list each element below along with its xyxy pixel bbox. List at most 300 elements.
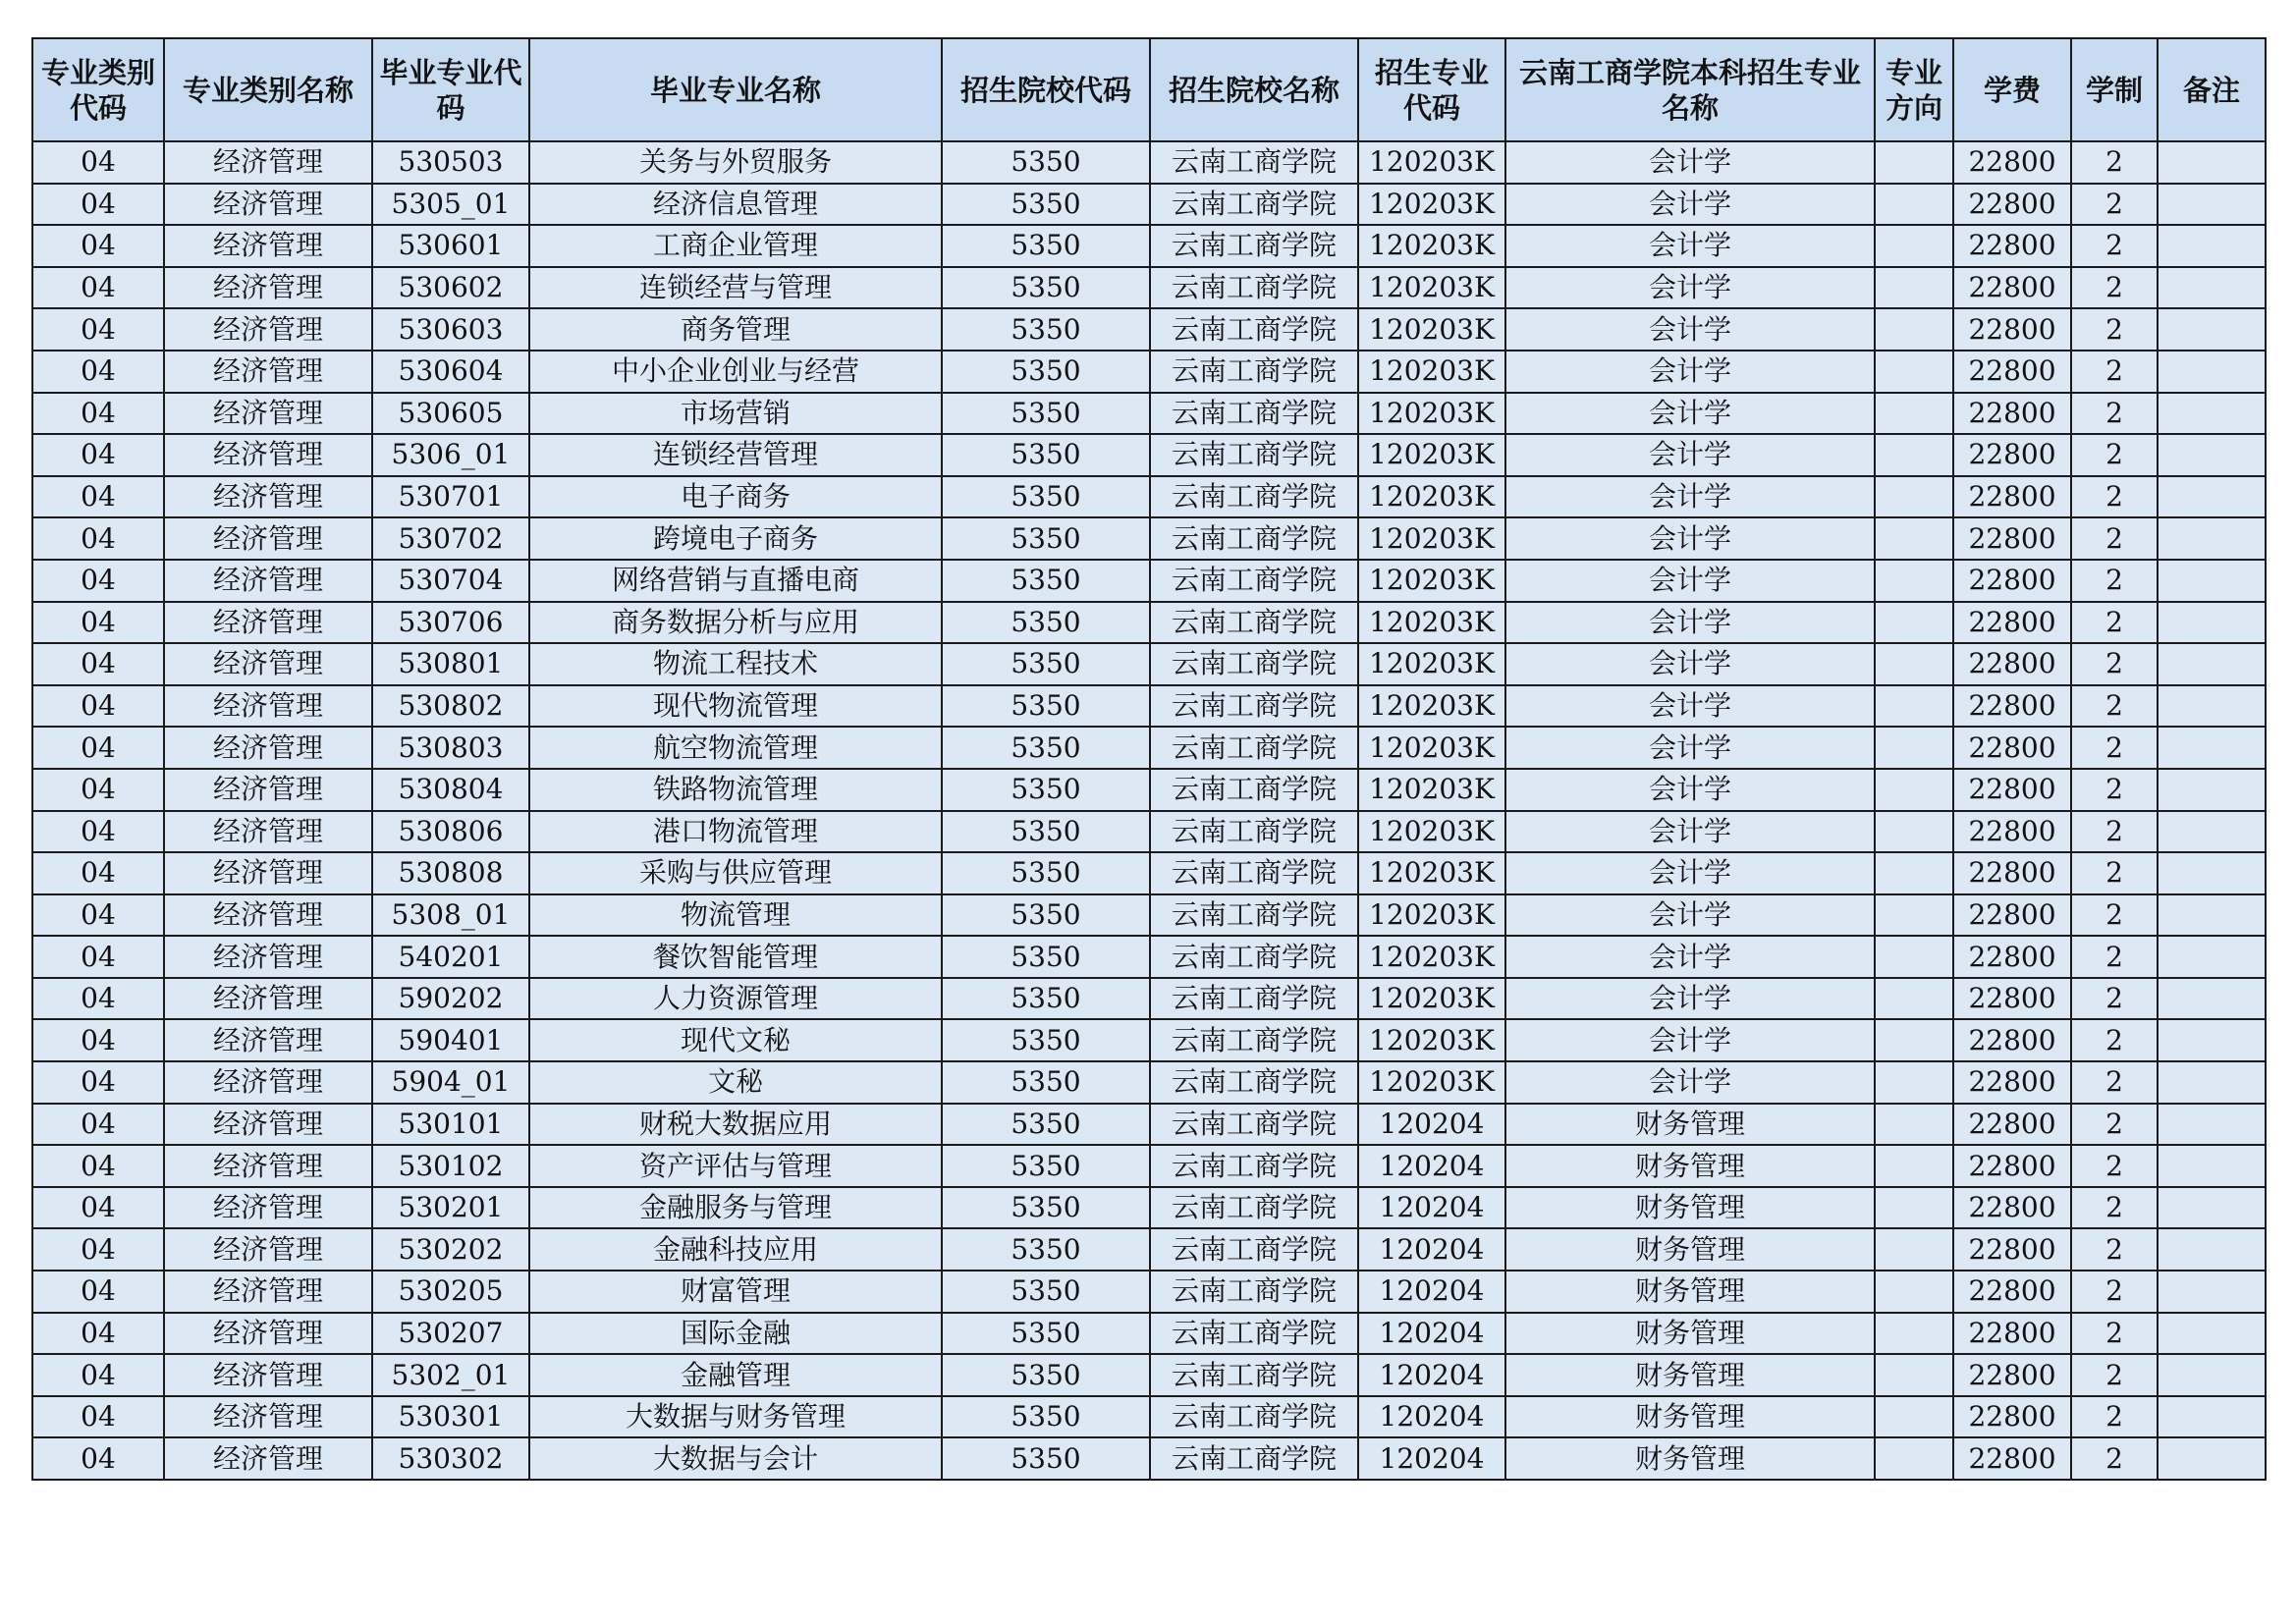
cell-remarks — [2158, 434, 2266, 476]
cell-school-code: 5350 — [942, 308, 1150, 351]
cell-graduate-major-name: 采购与供应管理 — [529, 852, 942, 894]
cell-enroll-major-name: 财务管理 — [1505, 1396, 1875, 1438]
cell-enroll-major-name: 财务管理 — [1505, 1228, 1875, 1271]
cell-tuition: 22800 — [1953, 393, 2071, 435]
cell-major-direction — [1875, 602, 1953, 644]
cell-major-direction — [1875, 769, 1953, 811]
cell-enroll-major-code: 120204 — [1358, 1187, 1505, 1229]
cell-graduate-major-code: 530803 — [372, 727, 529, 769]
cell-tuition: 22800 — [1953, 184, 2071, 226]
cell-duration: 2 — [2071, 811, 2158, 853]
cell-enroll-major-name: 会计学 — [1505, 184, 1875, 226]
cell-school-code: 5350 — [942, 852, 1150, 894]
cell-category-name: 经济管理 — [164, 811, 372, 853]
cell-enroll-major-name: 会计学 — [1505, 141, 1875, 184]
cell-major-direction — [1875, 936, 1953, 978]
cell-graduate-major-name: 国际金融 — [529, 1313, 942, 1355]
cell-enroll-major-name: 会计学 — [1505, 393, 1875, 435]
cell-graduate-major-name: 铁路物流管理 — [529, 769, 942, 811]
cell-graduate-major-code: 540201 — [372, 936, 529, 978]
cell-school-name: 云南工商学院 — [1150, 602, 1358, 644]
cell-graduate-major-code: 530102 — [372, 1145, 529, 1187]
table-row — [32, 1145, 2266, 1187]
cell-graduate-major-code: 530101 — [372, 1104, 529, 1146]
cell-duration: 2 — [2071, 643, 2158, 685]
cell-graduate-major-name: 航空物流管理 — [529, 727, 942, 769]
cell-graduate-major-name: 现代物流管理 — [529, 685, 942, 728]
cell-enroll-major-code: 120204 — [1358, 1271, 1505, 1313]
cell-enroll-major-name: 财务管理 — [1505, 1313, 1875, 1355]
cell-major-direction — [1875, 225, 1953, 267]
header-tuition: 学费 — [1953, 38, 2071, 141]
cell-category-code: 04 — [32, 308, 164, 351]
cell-category-name: 经济管理 — [164, 727, 372, 769]
cell-enroll-major-code: 120204 — [1358, 1228, 1505, 1271]
table-row — [32, 1228, 2266, 1271]
table-row — [32, 978, 2266, 1020]
table-row — [32, 308, 2266, 351]
cell-major-direction — [1875, 685, 1953, 728]
cell-enroll-major-name: 财务管理 — [1505, 1187, 1875, 1229]
cell-school-code: 5350 — [942, 225, 1150, 267]
table-header — [32, 38, 2266, 141]
cell-enroll-major-name: 会计学 — [1505, 351, 1875, 393]
cell-duration: 2 — [2071, 476, 2158, 518]
cell-major-direction — [1875, 894, 1953, 937]
cell-major-direction — [1875, 1228, 1953, 1271]
header-school-name: 招生院校名称 — [1150, 38, 1358, 141]
cell-graduate-major-code: 5904_01 — [372, 1061, 529, 1104]
cell-tuition: 22800 — [1953, 769, 2071, 811]
cell-category-name: 经济管理 — [164, 1019, 372, 1061]
cell-enroll-major-name: 会计学 — [1505, 560, 1875, 602]
cell-tuition: 22800 — [1953, 1187, 2071, 1229]
cell-duration: 2 — [2071, 393, 2158, 435]
cell-graduate-major-code: 5305_01 — [372, 184, 529, 226]
cell-school-code: 5350 — [942, 184, 1150, 226]
cell-category-name: 经济管理 — [164, 978, 372, 1020]
cell-category-name: 经济管理 — [164, 769, 372, 811]
cell-category-name: 经济管理 — [164, 1187, 372, 1229]
cell-remarks — [2158, 1187, 2266, 1229]
cell-school-name: 云南工商学院 — [1150, 643, 1358, 685]
cell-duration: 2 — [2071, 978, 2158, 1020]
cell-school-name: 云南工商学院 — [1150, 393, 1358, 435]
cell-category-name: 经济管理 — [164, 894, 372, 937]
cell-remarks — [2158, 1019, 2266, 1061]
cell-school-code: 5350 — [942, 1187, 1150, 1229]
cell-category-name: 经济管理 — [164, 267, 372, 309]
cell-category-code: 04 — [32, 1437, 164, 1480]
cell-enroll-major-code: 120203K — [1358, 393, 1505, 435]
table-row — [32, 852, 2266, 894]
cell-category-code: 04 — [32, 1228, 164, 1271]
cell-school-name: 云南工商学院 — [1150, 769, 1358, 811]
cell-tuition: 22800 — [1953, 1271, 2071, 1313]
cell-enroll-major-code: 120203K — [1358, 643, 1505, 685]
cell-tuition: 22800 — [1953, 643, 2071, 685]
cell-duration: 2 — [2071, 602, 2158, 644]
cell-enroll-major-code: 120203K — [1358, 769, 1505, 811]
cell-tuition: 22800 — [1953, 1313, 2071, 1355]
cell-tuition: 22800 — [1953, 1228, 2071, 1271]
cell-graduate-major-code: 530301 — [372, 1396, 529, 1438]
cell-category-name: 经济管理 — [164, 308, 372, 351]
cell-remarks — [2158, 936, 2266, 978]
cell-enroll-major-name: 会计学 — [1505, 1061, 1875, 1104]
header-remarks: 备注 — [2158, 38, 2266, 141]
cell-duration: 2 — [2071, 1104, 2158, 1146]
cell-enroll-major-code: 120204 — [1358, 1313, 1505, 1355]
cell-tuition: 22800 — [1953, 141, 2071, 184]
header-enroll-major-name: 云南工商学院本科招生专业名称 — [1505, 38, 1875, 141]
cell-graduate-major-code: 530801 — [372, 643, 529, 685]
cell-enroll-major-code: 120204 — [1358, 1104, 1505, 1146]
cell-remarks — [2158, 1396, 2266, 1438]
cell-enroll-major-code: 120203K — [1358, 727, 1505, 769]
cell-category-name: 经济管理 — [164, 936, 372, 978]
cell-graduate-major-code: 530802 — [372, 685, 529, 728]
cell-enroll-major-code: 120203K — [1358, 476, 1505, 518]
cell-category-name: 经济管理 — [164, 560, 372, 602]
cell-duration: 2 — [2071, 685, 2158, 728]
cell-duration: 2 — [2071, 936, 2158, 978]
cell-school-name: 云南工商学院 — [1150, 1228, 1358, 1271]
cell-category-code: 04 — [32, 1354, 164, 1396]
cell-category-name: 经济管理 — [164, 141, 372, 184]
cell-school-code: 5350 — [942, 141, 1150, 184]
cell-duration: 2 — [2071, 517, 2158, 560]
cell-major-direction — [1875, 517, 1953, 560]
cell-major-direction — [1875, 476, 1953, 518]
cell-graduate-major-name: 工商企业管理 — [529, 225, 942, 267]
cell-category-name: 经济管理 — [164, 1396, 372, 1438]
cell-major-direction — [1875, 1396, 1953, 1438]
cell-enroll-major-name: 会计学 — [1505, 602, 1875, 644]
cell-school-code: 5350 — [942, 560, 1150, 602]
cell-duration: 2 — [2071, 1187, 2158, 1229]
cell-school-code: 5350 — [942, 1437, 1150, 1480]
cell-category-code: 04 — [32, 1104, 164, 1146]
cell-school-code: 5350 — [942, 267, 1150, 309]
cell-duration: 2 — [2071, 560, 2158, 602]
cell-duration: 2 — [2071, 1019, 2158, 1061]
cell-major-direction — [1875, 1313, 1953, 1355]
cell-remarks — [2158, 351, 2266, 393]
cell-category-code: 04 — [32, 1145, 164, 1187]
cell-category-code: 04 — [32, 1061, 164, 1104]
header-category-code: 专业类别代码 — [32, 38, 164, 141]
cell-enroll-major-code: 120204 — [1358, 1354, 1505, 1396]
cell-major-direction — [1875, 1019, 1953, 1061]
cell-duration: 2 — [2071, 1228, 2158, 1271]
cell-major-direction — [1875, 1104, 1953, 1146]
cell-graduate-major-name: 人力资源管理 — [529, 978, 942, 1020]
cell-graduate-major-code: 530503 — [372, 141, 529, 184]
cell-enroll-major-code: 120203K — [1358, 517, 1505, 560]
cell-school-code: 5350 — [942, 769, 1150, 811]
table-row — [32, 685, 2266, 728]
cell-duration: 2 — [2071, 1437, 2158, 1480]
cell-graduate-major-code: 530201 — [372, 1187, 529, 1229]
cell-graduate-major-code: 530603 — [372, 308, 529, 351]
cell-enroll-major-code: 120203K — [1358, 351, 1505, 393]
cell-tuition: 22800 — [1953, 351, 2071, 393]
cell-enroll-major-name: 会计学 — [1505, 476, 1875, 518]
table-row — [32, 643, 2266, 685]
cell-school-name: 云南工商学院 — [1150, 978, 1358, 1020]
cell-school-name: 云南工商学院 — [1150, 517, 1358, 560]
cell-category-name: 经济管理 — [164, 434, 372, 476]
cell-tuition: 22800 — [1953, 685, 2071, 728]
table-row — [32, 476, 2266, 518]
cell-duration: 2 — [2071, 769, 2158, 811]
cell-enroll-major-name: 会计学 — [1505, 727, 1875, 769]
cell-major-direction — [1875, 1061, 1953, 1104]
cell-school-code: 5350 — [942, 1396, 1150, 1438]
cell-remarks — [2158, 517, 2266, 560]
cell-school-code: 5350 — [942, 643, 1150, 685]
cell-category-code: 04 — [32, 936, 164, 978]
cell-graduate-major-name: 物流工程技术 — [529, 643, 942, 685]
cell-category-code: 04 — [32, 643, 164, 685]
cell-school-code: 5350 — [942, 602, 1150, 644]
cell-tuition: 22800 — [1953, 602, 2071, 644]
header-duration: 学制 — [2071, 38, 2158, 141]
cell-school-name: 云南工商学院 — [1150, 351, 1358, 393]
cell-remarks — [2158, 393, 2266, 435]
cell-category-code: 04 — [32, 225, 164, 267]
cell-graduate-major-code: 590202 — [372, 978, 529, 1020]
cell-graduate-major-name: 中小企业创业与经营 — [529, 351, 942, 393]
cell-remarks — [2158, 894, 2266, 937]
cell-school-name: 云南工商学院 — [1150, 308, 1358, 351]
cell-school-name: 云南工商学院 — [1150, 476, 1358, 518]
cell-enroll-major-code: 120203K — [1358, 184, 1505, 226]
table-row — [32, 1061, 2266, 1104]
cell-school-name: 云南工商学院 — [1150, 184, 1358, 226]
cell-graduate-major-name: 现代文秘 — [529, 1019, 942, 1061]
cell-tuition: 22800 — [1953, 1354, 2071, 1396]
table-row — [32, 225, 2266, 267]
cell-category-name: 经济管理 — [164, 1354, 372, 1396]
cell-enroll-major-name: 会计学 — [1505, 225, 1875, 267]
table-row — [32, 141, 2266, 184]
cell-school-code: 5350 — [942, 685, 1150, 728]
cell-school-name: 云南工商学院 — [1150, 1354, 1358, 1396]
cell-tuition: 22800 — [1953, 1145, 2071, 1187]
cell-tuition: 22800 — [1953, 894, 2071, 937]
cell-remarks — [2158, 978, 2266, 1020]
cell-enroll-major-name: 会计学 — [1505, 978, 1875, 1020]
cell-graduate-major-code: 5302_01 — [372, 1354, 529, 1396]
cell-category-name: 经济管理 — [164, 476, 372, 518]
cell-category-name: 经济管理 — [164, 852, 372, 894]
cell-enroll-major-name: 会计学 — [1505, 643, 1875, 685]
cell-category-code: 04 — [32, 1396, 164, 1438]
cell-major-direction — [1875, 978, 1953, 1020]
table-row — [32, 1396, 2266, 1438]
cell-graduate-major-name: 物流管理 — [529, 894, 942, 937]
cell-major-direction — [1875, 141, 1953, 184]
table-row — [32, 1271, 2266, 1313]
cell-tuition: 22800 — [1953, 1437, 2071, 1480]
cell-school-code: 5350 — [942, 1145, 1150, 1187]
cell-duration: 2 — [2071, 1061, 2158, 1104]
cell-graduate-major-code: 530701 — [372, 476, 529, 518]
cell-school-name: 云南工商学院 — [1150, 1019, 1358, 1061]
cell-category-name: 经济管理 — [164, 1437, 372, 1480]
cell-category-code: 04 — [32, 351, 164, 393]
cell-remarks — [2158, 643, 2266, 685]
cell-tuition: 22800 — [1953, 1019, 2071, 1061]
cell-school-name: 云南工商学院 — [1150, 936, 1358, 978]
cell-enroll-major-name: 会计学 — [1505, 517, 1875, 560]
cell-duration: 2 — [2071, 894, 2158, 937]
cell-enroll-major-name: 财务管理 — [1505, 1104, 1875, 1146]
cell-tuition: 22800 — [1953, 978, 2071, 1020]
table-row — [32, 894, 2266, 937]
cell-remarks — [2158, 852, 2266, 894]
cell-tuition: 22800 — [1953, 308, 2071, 351]
cell-category-code: 04 — [32, 184, 164, 226]
table-row — [32, 351, 2266, 393]
cell-enroll-major-code: 120203K — [1358, 602, 1505, 644]
cell-duration: 2 — [2071, 852, 2158, 894]
cell-enroll-major-name: 会计学 — [1505, 434, 1875, 476]
cell-tuition: 22800 — [1953, 476, 2071, 518]
cell-enroll-major-code: 120203K — [1358, 434, 1505, 476]
cell-enroll-major-code: 120203K — [1358, 267, 1505, 309]
cell-school-name: 云南工商学院 — [1150, 1061, 1358, 1104]
cell-remarks — [2158, 1354, 2266, 1396]
cell-school-name: 云南工商学院 — [1150, 1104, 1358, 1146]
cell-school-code: 5350 — [942, 393, 1150, 435]
cell-school-code: 5350 — [942, 1019, 1150, 1061]
cell-enroll-major-code: 120204 — [1358, 1437, 1505, 1480]
cell-graduate-major-name: 金融服务与管理 — [529, 1187, 942, 1229]
cell-category-name: 经济管理 — [164, 1104, 372, 1146]
header-graduate-major-name: 毕业专业名称 — [529, 38, 942, 141]
table-row — [32, 560, 2266, 602]
cell-graduate-major-name: 关务与外贸服务 — [529, 141, 942, 184]
cell-school-name: 云南工商学院 — [1150, 727, 1358, 769]
cell-major-direction — [1875, 267, 1953, 309]
cell-school-name: 云南工商学院 — [1150, 811, 1358, 853]
cell-school-name: 云南工商学院 — [1150, 1271, 1358, 1313]
table-row — [32, 811, 2266, 853]
cell-tuition: 22800 — [1953, 727, 2071, 769]
cell-major-direction — [1875, 184, 1953, 226]
cell-tuition: 22800 — [1953, 811, 2071, 853]
cell-category-name: 经济管理 — [164, 393, 372, 435]
cell-graduate-major-code: 530205 — [372, 1271, 529, 1313]
cell-remarks — [2158, 1313, 2266, 1355]
header-graduate-major-code: 毕业专业代码 — [372, 38, 529, 141]
table-row — [32, 434, 2266, 476]
cell-duration: 2 — [2071, 225, 2158, 267]
cell-enroll-major-code: 120204 — [1358, 1145, 1505, 1187]
header-major-direction: 专业方向 — [1875, 38, 1953, 141]
cell-school-name: 云南工商学院 — [1150, 141, 1358, 184]
cell-enroll-major-name: 会计学 — [1505, 308, 1875, 351]
cell-category-name: 经济管理 — [164, 225, 372, 267]
cell-category-code: 04 — [32, 560, 164, 602]
cell-graduate-major-name: 餐饮智能管理 — [529, 936, 942, 978]
cell-tuition: 22800 — [1953, 936, 2071, 978]
cell-graduate-major-name: 大数据与会计 — [529, 1437, 942, 1480]
table-row — [32, 1019, 2266, 1061]
cell-remarks — [2158, 560, 2266, 602]
cell-graduate-major-name: 经济信息管理 — [529, 184, 942, 226]
cell-school-code: 5350 — [942, 978, 1150, 1020]
cell-enroll-major-code: 120203K — [1358, 978, 1505, 1020]
cell-graduate-major-code: 530806 — [372, 811, 529, 853]
cell-major-direction — [1875, 1354, 1953, 1396]
cell-category-code: 04 — [32, 517, 164, 560]
cell-remarks — [2158, 308, 2266, 351]
cell-remarks — [2158, 1228, 2266, 1271]
cell-tuition: 22800 — [1953, 225, 2071, 267]
cell-school-code: 5350 — [942, 434, 1150, 476]
cell-major-direction — [1875, 811, 1953, 853]
cell-school-code: 5350 — [942, 1354, 1150, 1396]
cell-duration: 2 — [2071, 1313, 2158, 1355]
cell-remarks — [2158, 141, 2266, 184]
cell-enroll-major-name: 财务管理 — [1505, 1271, 1875, 1313]
cell-enroll-major-code: 120203K — [1358, 225, 1505, 267]
cell-graduate-major-name: 商务管理 — [529, 308, 942, 351]
cell-remarks — [2158, 476, 2266, 518]
cell-graduate-major-name: 连锁经营管理 — [529, 434, 942, 476]
cell-graduate-major-name: 大数据与财务管理 — [529, 1396, 942, 1438]
cell-category-name: 经济管理 — [164, 602, 372, 644]
cell-category-name: 经济管理 — [164, 1313, 372, 1355]
cell-major-direction — [1875, 1145, 1953, 1187]
cell-category-name: 经济管理 — [164, 685, 372, 728]
cell-remarks — [2158, 685, 2266, 728]
cell-remarks — [2158, 225, 2266, 267]
cell-enroll-major-code: 120203K — [1358, 685, 1505, 728]
cell-tuition: 22800 — [1953, 517, 2071, 560]
cell-enroll-major-name: 会计学 — [1505, 1019, 1875, 1061]
cell-tuition: 22800 — [1953, 1396, 2071, 1438]
cell-enroll-major-name: 会计学 — [1505, 811, 1875, 853]
cell-graduate-major-name: 文秘 — [529, 1061, 942, 1104]
cell-duration: 2 — [2071, 1396, 2158, 1438]
cell-graduate-major-name: 跨境电子商务 — [529, 517, 942, 560]
cell-graduate-major-name: 网络营销与直播电商 — [529, 560, 942, 602]
cell-major-direction — [1875, 727, 1953, 769]
header-school-code: 招生院校代码 — [942, 38, 1150, 141]
table-row — [32, 727, 2266, 769]
cell-enroll-major-code: 120203K — [1358, 141, 1505, 184]
cell-remarks — [2158, 1061, 2266, 1104]
cell-category-code: 04 — [32, 1271, 164, 1313]
cell-category-name: 经济管理 — [164, 643, 372, 685]
cell-graduate-major-code: 5306_01 — [372, 434, 529, 476]
table-row — [32, 393, 2266, 435]
cell-enroll-major-code: 120203K — [1358, 1061, 1505, 1104]
cell-school-code: 5350 — [942, 476, 1150, 518]
cell-category-code: 04 — [32, 811, 164, 853]
cell-category-code: 04 — [32, 1313, 164, 1355]
cell-school-name: 云南工商学院 — [1150, 894, 1358, 937]
table-body — [32, 141, 2266, 1480]
cell-duration: 2 — [2071, 184, 2158, 226]
table-row — [32, 936, 2266, 978]
cell-category-code: 04 — [32, 434, 164, 476]
